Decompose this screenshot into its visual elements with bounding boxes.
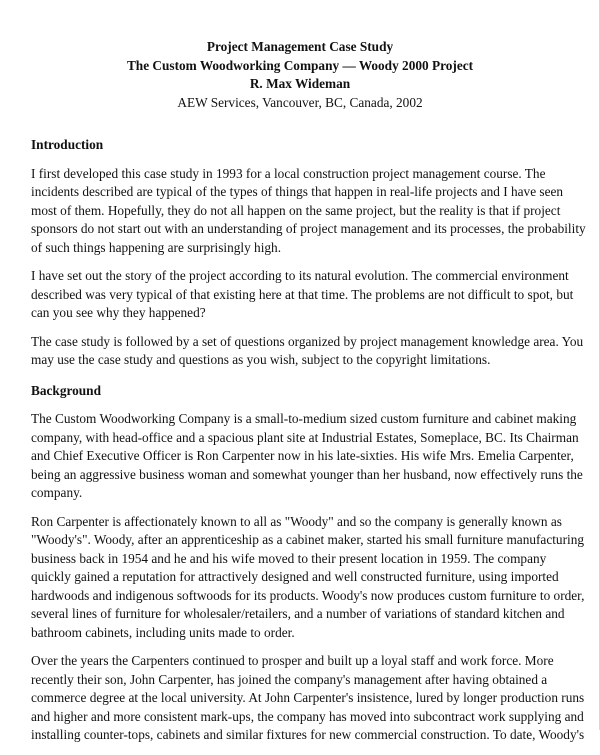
document-header <box>0 38 600 112</box>
text-line: quickly gained a reputation for attractively designed and well constructed furniture, using imported <box>31 569 559 584</box>
text-line: business back in 1954 and he and his wife moved to their present location in 1959. The company <box>31 550 547 566</box>
text-line: sponsors do not start out with an understanding of project management and its processes, the probability <box>31 221 586 236</box>
text-line: "Woody's". Woody, after an apprenticeship as a cabinet maker, started his small furniture manufacturing <box>31 532 584 547</box>
text-line: of such things happening are surprisingly high. <box>31 239 282 255</box>
text-line: commerce degree at the local university. At John Carpenter's insistence, lured by longer production runs <box>31 690 585 705</box>
document-author: R. Max Wideman <box>249 76 351 91</box>
background-paragraph-2 <box>31 513 585 643</box>
text-line: being an aggressive business woman and somewhat younger than her husband, now effectively runs the <box>31 466 583 482</box>
text-line: The case study is followed by a set of questions organized by project management knowledge area. You <box>31 333 584 349</box>
text-line: incidents described are typical of the types of things that happen in real-life projects and I have seen <box>31 184 564 199</box>
introduction-paragraph-3 <box>31 333 584 370</box>
introduction-paragraph-1 <box>31 165 586 258</box>
introduction-paragraph-2 <box>31 267 574 323</box>
text-line: company, with head-office and a spacious plant site at Industrial Estates, Someplace, BC. Its Chairman <box>31 429 579 445</box>
text-line: company. <box>31 485 83 500</box>
text-line: most of them. Hopefully, they do not all happen on the same project, but the reality is that if project <box>31 202 561 218</box>
document-affiliation: AEW Services, Vancouver, BC, Canada, 2002 <box>177 94 423 110</box>
text-line: recently their son, John Carpenter, has joined the company's management after having obtained a <box>31 671 548 687</box>
text-line: I have set out the story of the project according to its natural evolution. The commercial environment <box>31 268 569 283</box>
text-line: may use the case study and questions as you wish, subject to the copyright limitations. <box>31 352 491 367</box>
document-title: Project Management Case Study <box>206 39 394 54</box>
text-line: Over the years the Carpenters continued to prosper and built up a loyal staff and work force. More <box>31 653 554 668</box>
document-subtitle: The Custom Woodworking Company — Woody 2000 Project <box>126 57 474 73</box>
text-line: Ron Carpenter is affectionately known to all as "Woody" and so the company is generally known as <box>31 513 562 529</box>
text-line: and higher and more consistent mark-ups, the company has moved into subcontract work supplying and <box>31 708 584 724</box>
text-line: described was very typical of that existing here at that time. The problems are not difficult to spot, but <box>31 286 574 302</box>
text-line: can you see why they happened? <box>31 305 206 320</box>
text-line: I first developed this case study in 1993 for a local construction project management course. The <box>31 165 546 181</box>
section-heading-introduction: Introduction <box>31 137 104 152</box>
text-line: bathroom cabinets, including units made to order. <box>31 624 295 640</box>
background-paragraph-1 <box>31 410 583 503</box>
section-heading-background: Background <box>31 382 101 398</box>
background-paragraph-3 <box>31 652 585 745</box>
text-line: installing counter-tops, cabinets and similar fixtures for new commercial construction. To date, Woody's <box>31 727 585 742</box>
text-line: several lines of furniture for wholesaler/retailers, and a number of variations of standard kitchen and <box>31 606 565 621</box>
text-line: hardwoods and indigenous softwoods for its products. Woody's now produces custom furniture to order, <box>31 587 585 603</box>
text-line: The Custom Woodworking Company is a small-to-medium sized custom furniture and cabinet making <box>31 411 577 426</box>
text-line: and Chief Executive Officer is Ron Carpenter now in his late-sixties. His wife Mrs. Emelia Carpenter, <box>31 448 574 463</box>
document-body <box>31 136 586 755</box>
